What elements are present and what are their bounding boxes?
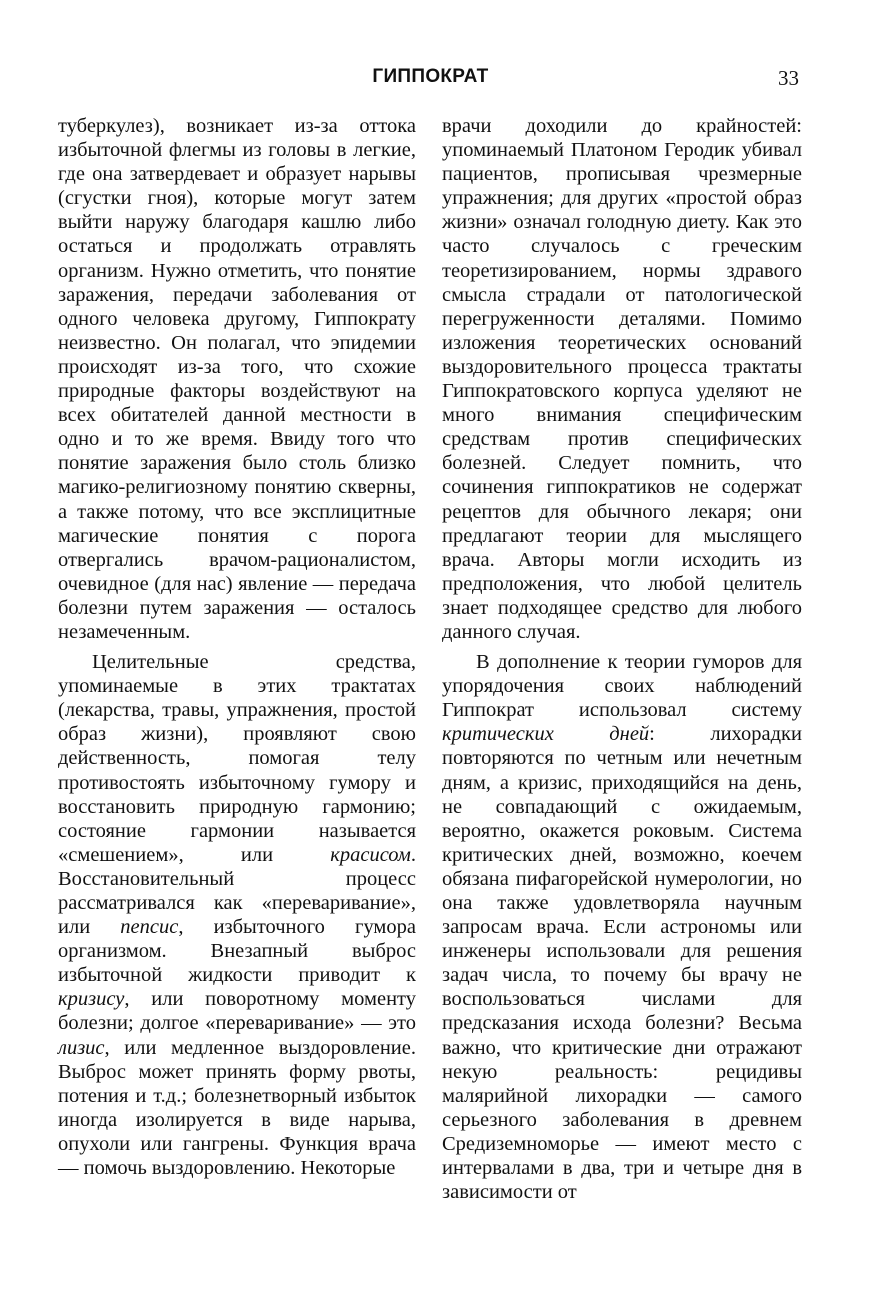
text-run: : лихорадки повторяются по четным или нечетным дням, а кризис, приходящийся на день, не совпадающий с ожидаемым, вероятно, окажется роковым. Система критических дней, возможно, коечем обязана пифагорейской нумерологии, но она также удовлетворяла научным запросам врача. Если астрономы или инженеры использовали для решения задач числа, то почему бы врачу не воспользоваться числами для предсказания исхода болезни? Весьма важно, что критические дни отражают некую реальность: рецидивы малярийной лихорадки — самого серьезного заболевания в древнем Средиземноморье — имеют место с интервалами в два, три и четыре дня в зависимости от bbox=[442, 723, 802, 1204]
term-pepsis: пепсис bbox=[120, 916, 179, 939]
text-run: Целительные средства, упоминаемые в этих трактатах (лекарства, травы, упражнения, простой образ жизни), проявляют свою действенность, помогая телу противостоять избыточному гумору и восстановить природную гармонию; состояние гармонии называется «смешением», или bbox=[58, 651, 416, 866]
text-run: . Восстановительный процесс рассматривался как «переваривание», или bbox=[58, 843, 416, 939]
text-run: , или медленное выздоровление. Выброс может принять форму рвоты, потения и т.д.; болезнетворный избыток иногда изолируется в виде нарыва, опухоли или гангрены. Функция врача — помочь выздоровлению. Некоторые bbox=[58, 1036, 416, 1180]
text-run: В дополнение к теории гуморов для упорядочения своих наблюдений Гиппократ использовал систему bbox=[442, 651, 802, 722]
text-run: , избыточного гумора организмом. Внезапный выброс избыточной жидкости приводит к bbox=[58, 916, 416, 987]
term-krasis: красисом bbox=[330, 843, 411, 866]
text-run: , или поворотному моменту болезни; долгое «переваривание» — это bbox=[58, 988, 416, 1035]
paragraph-critical-days bbox=[442, 650, 802, 1204]
term-lysis: лизис bbox=[58, 1036, 105, 1059]
right-column bbox=[442, 114, 802, 1204]
paragraph-extremes: врачи доходили до крайностей: упоминаемый Платоном Геродик убивал пациентов, прописывая чрезмерные упражнения; для других «простой образ жизни» означал голодную диету. Как это часто случалось с греческим теоретизированием, нормы здравого смысла страдали от патологической перегруженности деталями. Помимо изложения теоретических оснований выздоровительного процесса трактаты Гиппократовского корпуса уделяют не много внимания специфическим средствам против специфических болезней. Следует помнить, что сочинения гиппократиков не содержат рецептов для обычного лекаря; они предлагают теории для мыслящего врача. Авторы могли исходить из предположения, что любой целитель знает подходящее средство для любого данного случая. bbox=[442, 115, 802, 643]
page-number: 33 bbox=[778, 66, 799, 90]
paragraph-contagion: туберкулез), возникает из-за оттока избыточной флегмы из головы в легкие, где она затвердевает и образует нарывы (сгустки гноя), которые могут затем выйти наружу благодаря кашлю либо остаться и продолжать отравлять организм. Нужно отметить, что понятие заражения, передачи заболевания от одного человека другому, Гиппократу неизвестно. Он полагал, что эпидемии происходят из-за того, что схожие природные факторы воздействуют на всех обитателей данной местности в одно и то же время. Ввиду того что понятие заражения было столь близко магико-религиозному понятию скверны, а также потому, что все эксплицитные магические понятия с порога отвергались врачом-рационалистом, очевидное (для нас) явление — передача болезни путем заражения — осталось незамеченным. bbox=[58, 115, 416, 643]
term-critical-days: критических дней bbox=[442, 723, 650, 746]
running-header bbox=[58, 66, 803, 96]
paragraph-remedies bbox=[58, 650, 416, 1180]
left-column bbox=[58, 114, 416, 1180]
term-crisis: кризису bbox=[58, 988, 125, 1011]
running-title: ГИППОКРАТ bbox=[372, 66, 489, 87]
